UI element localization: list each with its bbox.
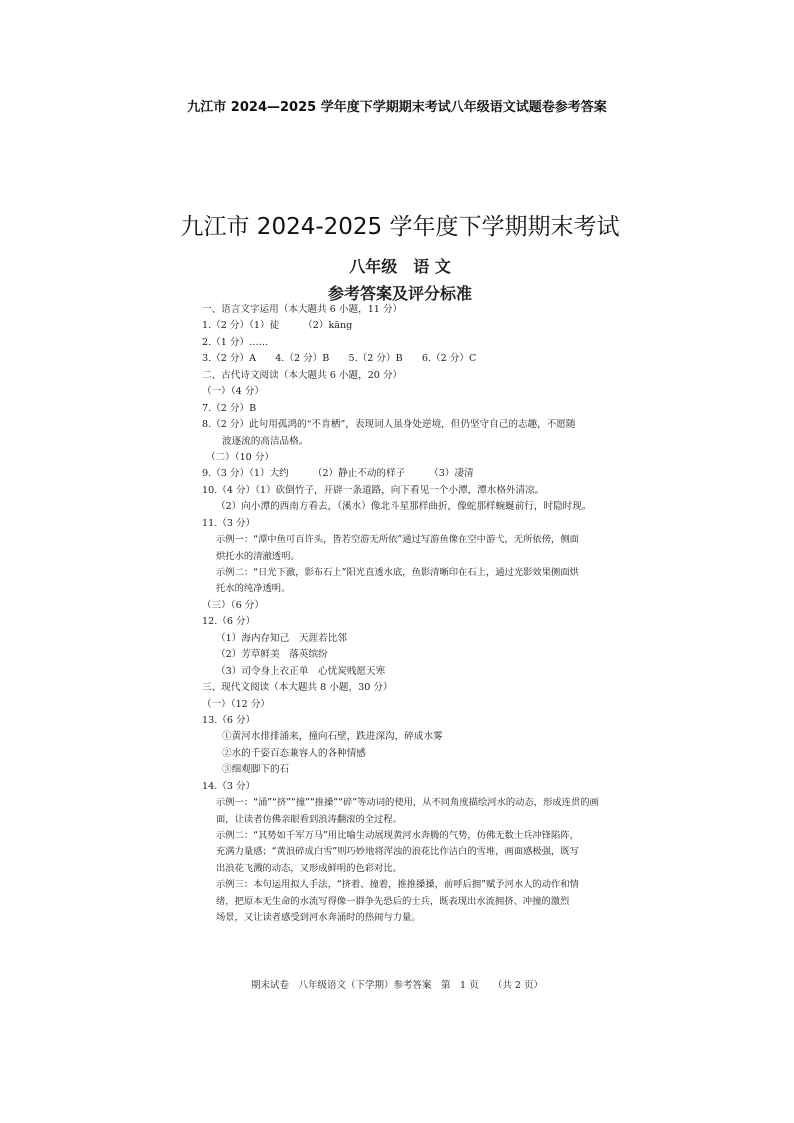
answer-line: （2）芳草鲜美 落英缤纷 — [216, 649, 328, 661]
scanned-page — [180, 198, 620, 998]
answer-content — [202, 302, 612, 927]
example-answer-continued: 烘托水的清澈透明。 — [216, 550, 300, 562]
answer-line-continued: （2）向小潭的西南方看去，（溪水）像北斗星那样曲折，像蛇那样蜿蜒前行，时隐时现。 — [216, 501, 592, 513]
subsection-heading: （一）（12 分） — [202, 698, 271, 710]
answer-line: 7.（2 分）B — [202, 402, 257, 414]
page-footer: 期末试卷 八年级语文（下学期）参考答案 第 1 页 （共 2 页） — [251, 980, 543, 991]
answer-line: 10.（4 分）（1）砍倒竹子，开辟一条道路，向下看见一个小潭，潭水格外清凉。 — [202, 484, 545, 496]
answer-line: （3）司令身上衣正单 心忧炭贱愿天寒 — [216, 665, 386, 677]
answer-line: 14.（3 分） — [202, 780, 256, 792]
answer-line: ③细观脚下的石 — [222, 764, 290, 776]
example-answer: 示例一：“潭中鱼可百许头，皆若空游无所依”通过写游鱼像在空中游弋，无所依傍，侧面 — [216, 534, 579, 546]
section-heading: 二、古代诗文阅读（本大题共 6 小题，20 分） — [202, 369, 403, 381]
example-answer: 示例一：“涌”“挤”“撞”“推搡”“碎”等动词的使用，从不同角度描绘河水的动态，形成连贯的画 — [216, 797, 599, 809]
answer-line: （1）海内存知己 天涯若比邻 — [216, 632, 347, 644]
answer-line: 13.（6 分） — [202, 714, 256, 726]
answer-line: 1.（2 分）（1）徒 （2）kāng — [202, 320, 353, 332]
example-answer-continued: 场景，又让读者感受到河水奔涌时的热闹与力量。 — [216, 912, 421, 924]
example-answer: 示例二：“其势如千军万马”用比喻生动展现黄河水奔腾的气势，仿佛无数士兵冲锋陷阵， — [216, 830, 579, 841]
answer-line: 3.（2 分）A 4.（2 分）B 5.（2 分）B 6.（2 分）C — [202, 353, 477, 365]
answer-line: 12.（6 分） — [202, 616, 256, 628]
example-answer-continued: 托水的纯净透明。 — [216, 583, 291, 595]
example-answer-continued: 出浪花飞溅的动态，又形成鲜明的色彩对比。 — [216, 862, 402, 874]
answer-line: 11.（3 分） — [202, 517, 256, 529]
answer-line: ①黄河水排排涌来，撞向石壁，跌进深沟，碎成水雾 — [222, 731, 443, 743]
answer-key-heading: 参考答案及评分标准 — [327, 284, 472, 303]
answer-line: 9.（3 分）（1）大约 （2）静止不动的样子 （3）凄清 — [202, 468, 474, 480]
section-heading: 一、语言文字运用（本大题共 6 小题，11 分） — [202, 304, 403, 315]
example-answer-continued: 面，让读者仿佛亲眼看到浪涛翻滚的全过程。 — [216, 813, 402, 825]
answer-line: 2.（1 分）…… — [202, 336, 269, 348]
example-answer: 示例三：本句运用拟人手法，“挤着、撞着，推推搡搡，前呼后拥”赋予河水人的动作和情 — [216, 879, 579, 891]
subsection-heading: （三）（6 分） — [202, 599, 264, 611]
subsection-heading: （二）（10 分） — [206, 451, 275, 463]
example-answer: 示例二：“日光下澈，影布石上”阳光直透水底，鱼影清晰印在石上，通过光影效果侧面烘 — [216, 567, 579, 578]
subsection-heading: （一）（4 分） — [202, 386, 264, 398]
answer-line: 8.（2 分）此句用孤鸿的“不肯栖”，表现词人虽身处逆境，但仍坚守自己的志趣，不愿随 — [202, 419, 576, 431]
document-header: 九江市 2024—2025 学年度下学期期末考试八年级语文试题卷参考答案 — [187, 100, 607, 115]
section-heading: 三、现代文阅读（本大题共 8 小题，30 分） — [202, 682, 393, 694]
answer-line-continued: 波逐流的高洁品格。 — [222, 435, 309, 447]
grade-subject: 八年级 语 文 — [349, 257, 451, 276]
example-answer-continued: 绪，把原本无生命的水流写得像一群争先恐后的士兵，既表现出水流拥挤、冲撞的激烈 — [216, 895, 570, 907]
example-answer-continued: 充满力量感；“黄浪碎成白雪”则巧妙地将浑浊的浪花比作洁白的雪堆，画面感极强，既写 — [216, 846, 579, 858]
exam-title: 九江市 2024-2025 学年度下学期期末考试 — [180, 214, 620, 240]
answer-line: ②水的千姿百态兼容人的各种情感 — [222, 747, 366, 759]
